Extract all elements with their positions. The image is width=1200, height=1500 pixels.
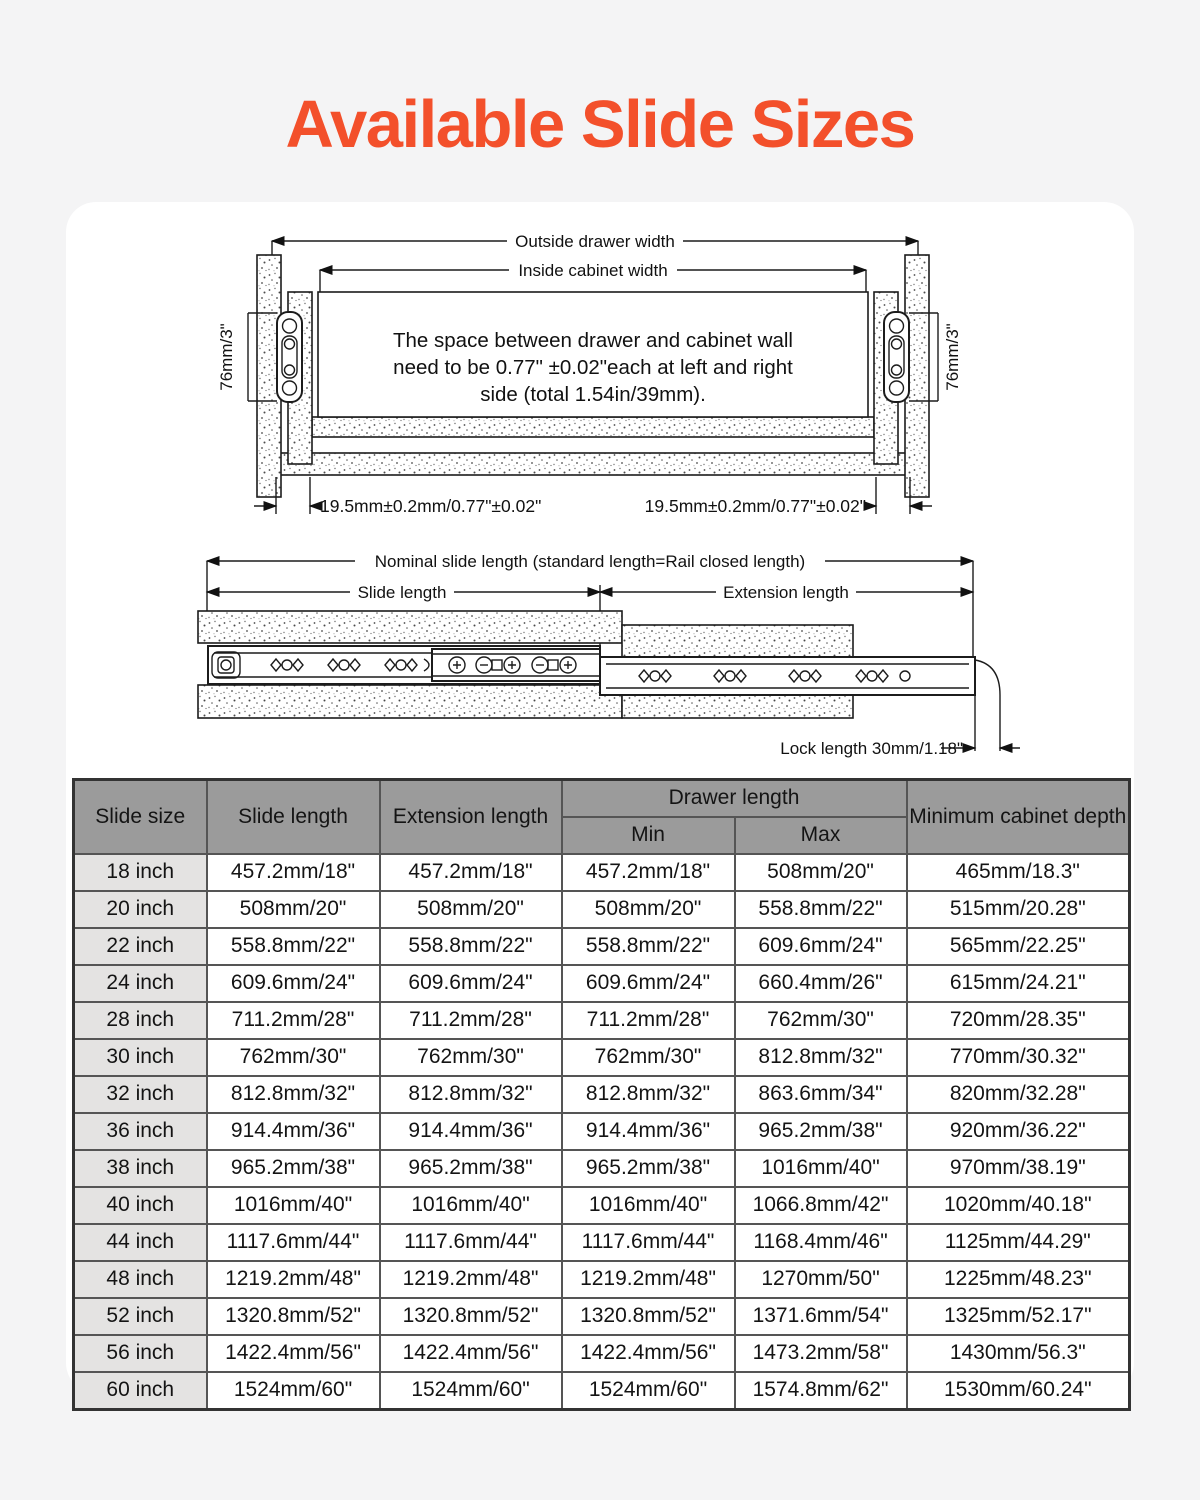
- table-row: [74, 1002, 1130, 1039]
- cell-drawer-min: 1219.2mm/48": [562, 1261, 735, 1298]
- page-title: Available Slide Sizes: [285, 87, 915, 162]
- cell-extension-length: 762mm/30": [380, 1039, 562, 1076]
- outside-drawer-width-label: Outside drawer width: [515, 232, 675, 251]
- header-drawer-max: Max: [735, 817, 907, 854]
- cell-slide-size: 28 inch: [74, 1002, 207, 1039]
- cell-slide-length: 1320.8mm/52": [207, 1298, 380, 1335]
- cell-cabinet-depth: 515mm/20.28": [907, 891, 1130, 928]
- cell-cabinet-depth: 1125mm/44.29": [907, 1224, 1130, 1261]
- cell-slide-length: 762mm/30": [207, 1039, 380, 1076]
- right-gap-label: 19.5mm±0.2mm/0.77"±0.02": [644, 496, 866, 516]
- cell-drawer-max: 762mm/30": [735, 1002, 907, 1039]
- right-gap-dimension: [645, 477, 932, 516]
- cell-slide-length: 609.6mm/24": [207, 965, 380, 1002]
- extension-length-label: Extension length: [723, 583, 849, 602]
- cell-cabinet-depth: 465mm/18.3": [907, 854, 1130, 891]
- table-row: [74, 1298, 1130, 1335]
- table-row: [74, 1261, 1130, 1298]
- cabinet-member-top: [198, 611, 622, 643]
- cell-drawer-max: 965.2mm/38": [735, 1113, 907, 1150]
- cell-slide-size: 32 inch: [74, 1076, 207, 1113]
- lock-length-label: Lock length 30mm/1.18": [780, 739, 963, 758]
- table-row: [74, 891, 1130, 928]
- cell-cabinet-depth: 1020mm/40.18": [907, 1187, 1130, 1224]
- cell-drawer-min: 762mm/30": [562, 1039, 735, 1076]
- table-row: [74, 1335, 1130, 1372]
- cell-drawer-min: 1524mm/60": [562, 1372, 735, 1410]
- cell-extension-length: 1117.6mm/44": [380, 1224, 562, 1261]
- cell-slide-size: 30 inch: [74, 1039, 207, 1076]
- cell-slide-size: 20 inch: [74, 891, 207, 928]
- cell-cabinet-depth: 720mm/28.35": [907, 1002, 1130, 1039]
- header-drawer-length: Drawer length: [562, 780, 907, 818]
- left-gap-dimension: [254, 477, 541, 516]
- cell-drawer-max: 1473.2mm/58": [735, 1335, 907, 1372]
- slide-sizes-table: [72, 778, 1131, 1411]
- table-body: [74, 854, 1130, 1410]
- header-drawer-min: Min: [562, 817, 735, 854]
- cell-slide-length: 1016mm/40": [207, 1187, 380, 1224]
- inside-cabinet-width-label: Inside cabinet width: [518, 261, 668, 280]
- cell-slide-length: 457.2mm/18": [207, 854, 380, 891]
- nominal-length-label: Nominal slide length (standard length=Rail closed length): [374, 552, 806, 571]
- cell-slide-size: 40 inch: [74, 1187, 207, 1224]
- cell-drawer-max: 558.8mm/22": [735, 891, 907, 928]
- cell-slide-size: 38 inch: [74, 1150, 207, 1187]
- length-diagram: [72, 545, 1128, 765]
- cell-slide-length: 1422.4mm/56": [207, 1335, 380, 1372]
- cell-drawer-max: 1574.8mm/62": [735, 1372, 907, 1410]
- table-row: [74, 1372, 1130, 1410]
- cell-cabinet-depth: 565mm/22.25": [907, 928, 1130, 965]
- outside-drawer-width-dimension: [272, 230, 918, 256]
- cell-slide-size: 18 inch: [74, 854, 207, 891]
- cell-slide-size: 56 inch: [74, 1335, 207, 1372]
- cell-cabinet-depth: 1325mm/52.17": [907, 1298, 1130, 1335]
- cell-drawer-min: 1320.8mm/52": [562, 1298, 735, 1335]
- cell-drawer-max: 1168.4mm/46": [735, 1224, 907, 1261]
- slide-length-label: Slide length: [357, 583, 447, 602]
- cell-slide-length: 711.2mm/28": [207, 1002, 380, 1039]
- middle-rail: [432, 649, 600, 681]
- cell-slide-size: 22 inch: [74, 928, 207, 965]
- cell-drawer-min: 558.8mm/22": [562, 928, 735, 965]
- cell-extension-length: 1524mm/60": [380, 1372, 562, 1410]
- spacing-note-line3: side (total 1.54in/39mm).: [480, 383, 706, 406]
- cell-extension-length: 965.2mm/38": [380, 1150, 562, 1187]
- cabinet-member-bottom: [198, 685, 622, 718]
- cell-drawer-min: 508mm/20": [562, 891, 735, 928]
- cell-slide-length: 1117.6mm/44": [207, 1224, 380, 1261]
- cell-extension-length: 914.4mm/36": [380, 1113, 562, 1150]
- cell-extension-length: 457.2mm/18": [380, 854, 562, 891]
- cell-drawer-min: 1016mm/40": [562, 1187, 735, 1224]
- cell-slide-size: 60 inch: [74, 1372, 207, 1410]
- cell-drawer-max: 812.8mm/32": [735, 1039, 907, 1076]
- cell-slide-length: 1524mm/60": [207, 1372, 380, 1410]
- table-row: [74, 1113, 1130, 1150]
- cell-slide-size: 52 inch: [74, 1298, 207, 1335]
- cell-slide-size: 24 inch: [74, 965, 207, 1002]
- cell-extension-length: 1422.4mm/56": [380, 1335, 562, 1372]
- table-header: [74, 780, 1130, 855]
- header-slide-length: Slide length: [207, 780, 380, 855]
- cell-drawer-min: 812.8mm/32": [562, 1076, 735, 1113]
- cell-cabinet-depth: 1225mm/48.23": [907, 1261, 1130, 1298]
- extension-rail: [600, 657, 975, 695]
- cell-cabinet-depth: 770mm/30.32": [907, 1039, 1130, 1076]
- header-min-cabinet-depth: Minimum cabinet depth: [907, 780, 1130, 855]
- spacing-note-line1: The space between drawer and cabinet wall: [393, 329, 793, 352]
- cell-drawer-max: 609.6mm/24": [735, 928, 907, 965]
- cell-slide-size: 44 inch: [74, 1224, 207, 1261]
- cell-cabinet-depth: 1530mm/60.24": [907, 1372, 1130, 1410]
- cell-drawer-min: 609.6mm/24": [562, 965, 735, 1002]
- cell-cabinet-depth: 920mm/36.22": [907, 1113, 1130, 1150]
- header-extension-length: Extension length: [380, 780, 562, 855]
- table-row: [74, 854, 1130, 891]
- cell-drawer-max: 1371.6mm/54": [735, 1298, 907, 1335]
- cell-drawer-min: 457.2mm/18": [562, 854, 735, 891]
- cell-slide-length: 1219.2mm/48": [207, 1261, 380, 1298]
- left-slide-height-label: 76mm/3": [217, 323, 236, 391]
- cell-drawer-min: 965.2mm/38": [562, 1150, 735, 1187]
- drawer-member-top: [622, 625, 853, 657]
- drawer-bottom-panel: [312, 417, 874, 437]
- table-row: [74, 1224, 1130, 1261]
- cell-drawer-max: 508mm/20": [735, 854, 907, 891]
- cell-drawer-max: 1270mm/50": [735, 1261, 907, 1298]
- cell-drawer-min: 1117.6mm/44": [562, 1224, 735, 1261]
- cell-drawer-min: 711.2mm/28": [562, 1002, 735, 1039]
- right-slide-profile: [884, 312, 909, 402]
- left-gap-label: 19.5mm±0.2mm/0.77"±0.02": [320, 496, 542, 516]
- spacing-note-line2: need to be 0.77" ±0.02"each at left and right: [393, 356, 793, 379]
- cabinet-bottom-panel: [260, 453, 926, 475]
- table-row: [74, 1039, 1130, 1076]
- cell-extension-length: 812.8mm/32": [380, 1076, 562, 1113]
- cell-extension-length: 1016mm/40": [380, 1187, 562, 1224]
- cell-slide-size: 48 inch: [74, 1261, 207, 1298]
- table-row: [74, 1076, 1130, 1113]
- cell-slide-length: 812.8mm/32": [207, 1076, 380, 1113]
- table-row: [74, 965, 1130, 1002]
- cell-slide-length: 508mm/20": [207, 891, 380, 928]
- cell-extension-length: 711.2mm/28": [380, 1002, 562, 1039]
- table-row: [74, 1187, 1130, 1224]
- cell-extension-length: 508mm/20": [380, 891, 562, 928]
- cell-cabinet-depth: 1430mm/56.3": [907, 1335, 1130, 1372]
- cell-drawer-min: 1422.4mm/56": [562, 1335, 735, 1372]
- cell-extension-length: 1320.8mm/52": [380, 1298, 562, 1335]
- cell-slide-length: 558.8mm/22": [207, 928, 380, 965]
- width-diagram: [72, 212, 1128, 542]
- cell-drawer-max: 863.6mm/34": [735, 1076, 907, 1113]
- cell-slide-size: 36 inch: [74, 1113, 207, 1150]
- cell-cabinet-depth: 820mm/32.28": [907, 1076, 1130, 1113]
- cell-drawer-max: 1066.8mm/42": [735, 1187, 907, 1224]
- spacing-note: [318, 292, 868, 417]
- cell-slide-length: 914.4mm/36": [207, 1113, 380, 1150]
- left-slide-profile: [277, 312, 302, 402]
- table-row: [74, 928, 1130, 965]
- cell-extension-length: 1219.2mm/48": [380, 1261, 562, 1298]
- cell-cabinet-depth: 615mm/24.21": [907, 965, 1130, 1002]
- cell-extension-length: 609.6mm/24": [380, 965, 562, 1002]
- cell-drawer-min: 914.4mm/36": [562, 1113, 735, 1150]
- cell-drawer-max: 660.4mm/26": [735, 965, 907, 1002]
- cell-cabinet-depth: 970mm/38.19": [907, 1150, 1130, 1187]
- extension-length-dimension: [600, 581, 973, 603]
- inside-cabinet-width-dimension: [320, 259, 866, 292]
- right-slide-height-label: 76mm/3": [943, 323, 962, 391]
- header-slide-size: Slide size: [74, 780, 207, 855]
- cell-drawer-max: 1016mm/40": [735, 1150, 907, 1187]
- table-row: [74, 1150, 1130, 1187]
- cell-slide-length: 965.2mm/38": [207, 1150, 380, 1187]
- drawer-member-bottom: [622, 695, 853, 718]
- cell-extension-length: 558.8mm/22": [380, 928, 562, 965]
